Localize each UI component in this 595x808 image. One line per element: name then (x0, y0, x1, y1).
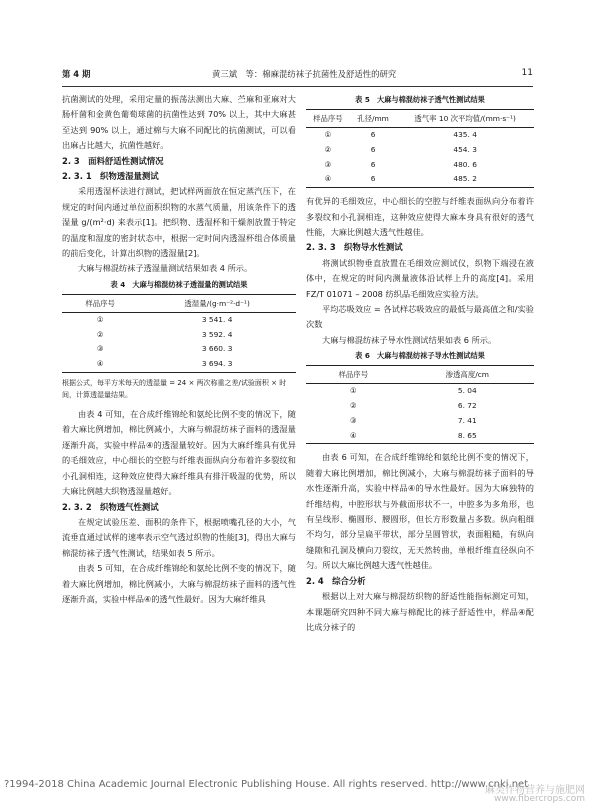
table-cell: 6 (350, 172, 397, 187)
paragraph: 由表 6 可知，在合成纤维锦纶和氨纶比例不变的情况下，随着大麻比例增加，棉比例减小，大麻与棉混纺袜子面料的导水性逐渐升高，实验中样品④的导水性最好。因为大麻独特的纤维结构，中腔形状与外截面形状不一，中腔多为多角形，也有呈线形、椭圆形、腰圆形，但长方形数量占多数。纵向粗细不均匀，部分呈扁平带状，部分呈圆管状，表面粗糙，有纵向缝隙和孔洞及横向刀裂纹，无天然转曲，单根纤维直径纵向不匀。所以大麻比例越大透气性越佳。 (306, 452, 534, 571)
page-number: 11 (521, 68, 533, 78)
table-cell: 454. 3 (453, 144, 477, 154)
table-6 (306, 365, 534, 444)
table-6-caption: 表 6 大麻与棉混纺袜子导水性测试结果 (355, 351, 485, 361)
watermark-url: www.fibercrops.com (494, 794, 585, 804)
table-5-caption: 表 5 大麻与棉混纺袜子透气性测试结果 (355, 95, 485, 104)
table-row (62, 342, 296, 357)
subsection-heading: 2. 3. 2 织物透气性测试 (62, 501, 159, 512)
watermark-text: 麻类作物营养与施肥网 (485, 785, 585, 796)
paragraph: 由表 5 可知，在合成纤维锦纶和氨纶比例不变的情况下，随着大麻比例增加，棉比例减小，大麻与棉混纺袜子面料的透气性逐渐升高，实验中样品④的透气性最好。因为大麻纤维具 (62, 563, 296, 604)
paragraph: 大麻与棉混纺袜子导水性测试结果如表 6 所示。 (322, 334, 497, 345)
table-cell: ③ (324, 159, 332, 169)
table-cell: 480. 6 (453, 159, 477, 169)
table-cell: ③ (349, 415, 357, 425)
table-cell: 6. 72 (457, 401, 477, 411)
paragraph: 大麻与棉混纺袜子透湿量测试结果如表 4 所示。 (78, 263, 253, 274)
table-cell: ④ (306, 172, 350, 187)
table-cell: 7. 41 (457, 415, 477, 425)
table-cell: ① (324, 130, 332, 139)
right-column (306, 92, 534, 635)
paragraph: 有优异的毛细效应，中心细长的空腔与纤维表面纵向分布着许多裂纹和小孔洞相连，这种效应使得大麻本身具有很好的透气性能，大麻比例越大透气性越佳。 (306, 196, 534, 237)
table-cell: ③ (96, 344, 104, 354)
table-cell: 6 (370, 159, 376, 169)
header-rule (62, 86, 533, 87)
table-header: 孔径/mm (350, 110, 397, 128)
table-cell: 5. 04 (457, 386, 477, 396)
table-cell: ④ (62, 357, 138, 372)
table-cell: 435. 4 (453, 130, 477, 139)
section-heading: 2. 4 综合分析 (306, 575, 366, 586)
table-cell: 6 (370, 144, 376, 154)
table-cell: ① (96, 314, 104, 324)
table-header: 样品序号 (306, 110, 350, 128)
table-row (62, 328, 296, 343)
table-cell: 3 694. 3 (138, 357, 296, 372)
running-header (62, 68, 533, 84)
table-row (306, 128, 534, 143)
copyright-footer: ?1994-2018 China Academic Journal Electronic Publishing House. All rights reserved. http://www.cnki.net (4, 779, 529, 790)
table-4-caption: 表 4 大麻与棉混纺袜子透湿量的测试结果 (110, 279, 248, 289)
table-header: 透气率 10 次平均值/(mm·s⁻¹) (396, 110, 534, 128)
table-header: 渗透高度/cm (401, 366, 534, 384)
table-header: 样品序号 (306, 366, 401, 384)
formula-note: 根据公式，每平方米每天的透湿量 = 24 × 两次称重之差/试验面积 × 时间，计算透湿量结果。 (62, 379, 287, 400)
table-cell: 8. 65 (401, 429, 534, 444)
table-row (306, 172, 534, 187)
table-row (306, 143, 534, 158)
table-row (306, 384, 534, 399)
section-heading: 2. 3 面料舒适性测试情况 (62, 155, 164, 166)
formula: 平均芯吸效应 = 各试样芯吸效应的最低与最高值之和/实验次数 (306, 304, 534, 330)
table-row (306, 399, 534, 414)
paragraph: 由表 4 可知，在合成纤维锦纶和氨纶比例不变的情况下，随着大麻比例增加，棉比例减小，大麻与棉混纺袜子面料的透湿量逐渐升高，实验中样品④的透湿量较好。因为大麻纤维具有优异的毛细效应，中心细长的空腔与纤维表面纵向分布着许多裂纹和小孔洞相连，这种效应使得大麻纤维具有排汗吸湿的优势，所以大麻比例越大织物透湿量越好。 (62, 409, 296, 497)
table-cell: 3 592. 4 (201, 329, 233, 339)
table-cell: 3 541. 4 (201, 314, 233, 324)
table-row (306, 414, 534, 429)
issue-number: 第 4 期 (62, 69, 91, 79)
table-4 (62, 294, 296, 373)
subsection-heading: 2. 3. 3 织物导水性测试 (306, 242, 403, 253)
paragraph: 采用透湿杯法进行测试，把试样两面放在恒定蒸汽压下，在规定的时间内通过单位面积织物的水蒸气质量，用该条件下的透湿量 g/(m²·d) 来表示[1]。把织物、透湿杯和干燥剂放置于特定的温度和湿度的密封状态中，根据一定时间内透湿杯组合体质量的前后变化，计算出织物的透湿量[2]。 (62, 186, 296, 259)
running-title: 黄三斌 等：棉麻混纺袜子抗菌性及舒适性的研究 (212, 69, 397, 79)
subsection-heading: 2. 3. 1 织物透湿量测试 (62, 171, 159, 182)
table-5 (306, 109, 534, 188)
table-row (62, 357, 296, 372)
paragraph: 将测试织物垂直放置在毛细效应测试仪，织物下端浸在液体中，在规定的时间内测量液体沿试样上升的高度[4]。采用 FZ/T 01071 – 2008 纺织品毛细效应实验方法。 (306, 257, 534, 299)
table-row (306, 429, 534, 444)
table-cell: ② (96, 329, 104, 339)
left-column (62, 92, 296, 607)
table-cell: 485. 2 (396, 172, 534, 187)
table-header: 样品序号 (62, 294, 138, 312)
paragraph: 在规定试验压差、面积的条件下，根据喷嘴孔径的大小，气流垂直通过试样的速率表示空气透过织物的性能[3]，得出大麻与棉混纺袜子透气性测试，结果如表 5 所示。 (62, 516, 296, 558)
table-cell: ② (324, 144, 332, 154)
paragraph: 抗菌测试的处理，采用定量的振荡法测出大麻、苎麻和亚麻对大肠杆菌和金黄色葡萄球菌的抗菌性达到 70% 以上，其中大麻甚至达到 90% 以上，通过棉与大麻不同配比的抗菌测试，可以看出麻占比越大，抗菌性越好。 (62, 94, 296, 151)
paragraph: 根据以上对大麻与棉混纺织物的舒适性能指标测定可知，本课题研究四种不同大麻与棉配比的袜子舒适性中，样品④配比成分袜子的 (306, 591, 534, 632)
table-cell: 3 660. 3 (201, 344, 233, 354)
table-cell: ④ (306, 429, 401, 444)
table-header: 透湿量/(g·m⁻²·d⁻¹) (138, 294, 296, 312)
table-cell: 6 (370, 130, 376, 139)
table-row (306, 158, 534, 173)
table-cell: ② (349, 401, 357, 411)
table-cell: ① (349, 386, 357, 396)
table-row (62, 312, 296, 327)
